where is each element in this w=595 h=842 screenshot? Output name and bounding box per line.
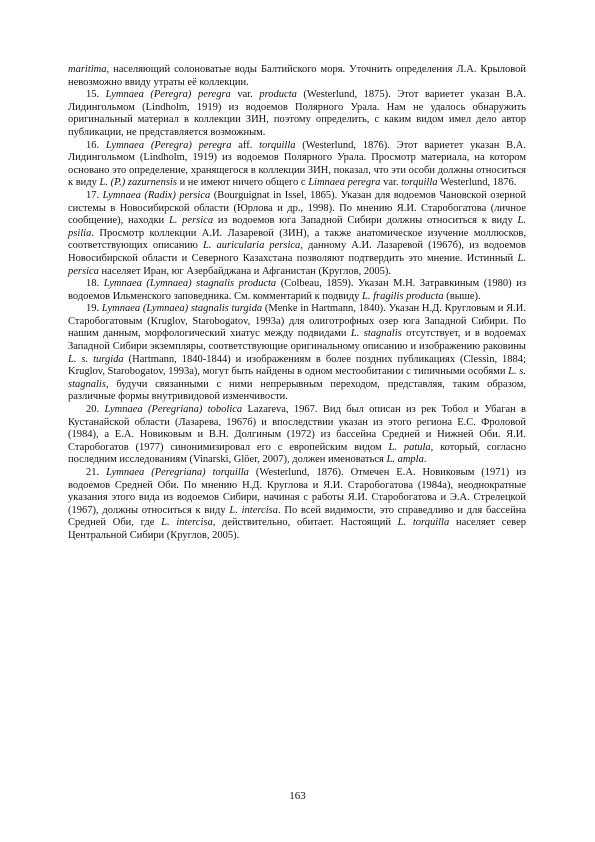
text-run: . [423,454,427,466]
text-run: Lazareva, 1967. Вид был описан из рек Тобол и Убаган в Кустанайской области (Лазарева, 1967б) и впоследствии указан из этого региона Е.С. Фроловой (1984), а Е.А. Новиковым и В.Н. Долгиным (1972) из бассейна Средней и Нижней Оби. Я.И. Старобогатов (1977) синонимизировал его с европейским видом [68,404,527,453]
paragraph [68,190,526,278]
text-run: 21. [86,467,107,478]
italic-taxon-text: L. s. stagnalis [68,366,526,390]
italic-taxon-text: L. stagnalis [350,328,402,340]
text-run: . По всей видимости, это справедливо и для бассейна Средней Оби, где [68,504,526,529]
italic-taxon-text: L. intercisa [229,504,278,516]
italic-taxon-text: L. patula [388,441,431,453]
paragraph [68,64,526,89]
page-number: 163 [289,790,306,802]
text-run: (Colbeau, 1859). Указан М.Н. Затравкиным (1980) из водоемов Ильменского заповедника. См. комментарий к подвиду [68,278,527,302]
text-run: (Menke in Hartmann, 1840). Указан Н.Д. Кругловым и Я.И. Старобогатовым (Kruglov, Starobogatov, 1993a) для олиготрофных озер юга Западной Сибири. По нашим данным, морфологический хиатус между подвидами [68,303,526,340]
text-run: населяет Иран, юг Азербайджана и Афганистан (Круглов, 2005). [98,265,391,277]
italic-taxon-text: L. persica [68,252,526,277]
body-text [68,64,526,543]
text-run: (Westerlund, 1875). Этот вариетет указан В.А. Лидингольмом (Lindholm, 1919) из водоемов Полярного Урала. Нам не удалось обнаружить оригинальный материал в коллекции ЗИН, поэтому определить, с каким видом имел дело автор публикации, не представляется возможным. [68,89,527,138]
italic-taxon-text: L. ampla [386,454,424,466]
italic-taxon-text: Lymnaea (Peregriana) tobolica [104,404,243,416]
italic-taxon-text: Lymnaea (Peregra) peregra [105,89,231,101]
text-run: , будучи связанными с ними непрерывным переходом, представляя, таким образом, различные формы внутривидовой изменчивости. [68,378,526,403]
italic-taxon-text: L. s. turgida [68,353,124,365]
text-run: (Bourguignat in Issel, 1865). Указан для водоемов Чановской озерной системы в Новосибирской области (Юрлова и др., 1998). По мнению Я.И. Старобогатова (личное сообщение), находки [68,189,526,227]
italic-taxon-text: torquilla [259,139,296,151]
text-run: var. [230,89,260,101]
text-run: 15. [86,89,106,101]
italic-taxon-text: Lymnaea (Peregra) peregra [105,139,232,151]
italic-taxon-text: Lymnaea (Lymnaea) stagnalis turgida [101,303,263,315]
text-run: , населяющий солоноватые воды Балтийского моря. Уточнить определения Л.А. Крыловой невозможно ввиду утраты её коллекции. [68,64,526,88]
text-run: (Westerlund, 1876). Этот вариетет указан В.А. Лидингольмом (Lindholm, 1919) из водоемов Полярного Урала. Просмотр материала, на котором основано это определение, хранящегося в коллекции ЗИН, показал, что эти особи должны относиться к виду [68,139,526,189]
paragraph [68,89,526,139]
paragraph [68,404,526,467]
text-run: из водоемов юга Западной Сибири должны относиться к виду [213,215,518,227]
text-run: 17. [86,189,103,201]
text-run: и не имеют ничего общего с [176,177,309,189]
paragraph [68,140,526,190]
text-run: , данному А.И. Лазаревой (1967б), из водоемов Новосибирской области и Северного Казахстана позволяют подтвердить это мнение. Истинный [68,240,527,264]
text-run: (выше). [443,290,481,302]
text-run: , действительно, обитает. Настоящий [212,517,398,529]
text-run: (Hartmann, 1840-1844) и изображениям в более поздних публикациях (Clessin, 1884; Kruglov, Starobogatov, 1993a), могут быть найдены в одном местообитании с типичными особями [68,353,526,378]
text-run: (Westerlund, 1876). Отмечен Е.А. Новиковым (1971) из водоемов Средней Оби. По мнению Н.Д. Круглова и Я.И. Старобогатова (1984a), неоднократные указания этого вида из водоемов Сибири, начиная с работы Я.И. Старобогатова и Э.А. Стрелецкой (1967), должны относиться к виду [68,467,527,516]
text-run: 20. [86,404,105,416]
text-run: , который, согласно последним исследованиям (Vinarski, Glöer, 2007), должен именоваться [68,441,526,466]
italic-taxon-text: L. auricularia persica [202,240,301,252]
text-run: населяет север Центральной Сибири (Круглов, 2005). [68,517,526,541]
italic-taxon-text: maritima [68,64,107,75]
italic-taxon-text: torquilla [401,177,438,189]
text-run: 16. [86,139,106,151]
italic-taxon-text: L. persica [168,215,214,227]
text-run: 19. [86,303,102,315]
italic-taxon-text: L. torquilla [397,517,450,529]
paragraph [68,467,526,543]
italic-taxon-text: L. (P.) zazurnensis [99,177,177,189]
italic-taxon-text: Lymnaea (Radix) persica [102,189,211,201]
text-run: отсутствует, и в водоемах Западной Сибири экземпляры, соответствующие оригинальному описанию и изображению раковины [68,328,526,353]
text-run: 18. [86,278,104,290]
paragraph [68,303,526,404]
italic-taxon-text: L. intercisa [161,517,213,529]
italic-taxon-text: L. psilia [68,215,526,239]
text-run: Westerlund, 1876. [437,177,517,189]
italic-taxon-text: Lymnaea (Peregriana) torquilla [106,467,249,478]
italic-taxon-text: Lymnaea (Lymnaea) stagnalis producta [103,278,277,290]
italic-taxon-text: L. fragilis producta [362,290,444,302]
paragraph [68,278,526,303]
text-run: . Просмотр коллекции А.И. Лазаревой (ЗИН), а также анатомическое изучение моллюсков, соответствующих описанию [68,227,526,252]
text-run: var. [380,177,402,189]
italic-taxon-text: Limnaea peregra [308,177,381,189]
text-run: aff. [231,139,260,151]
italic-taxon-text: producta [259,89,297,101]
